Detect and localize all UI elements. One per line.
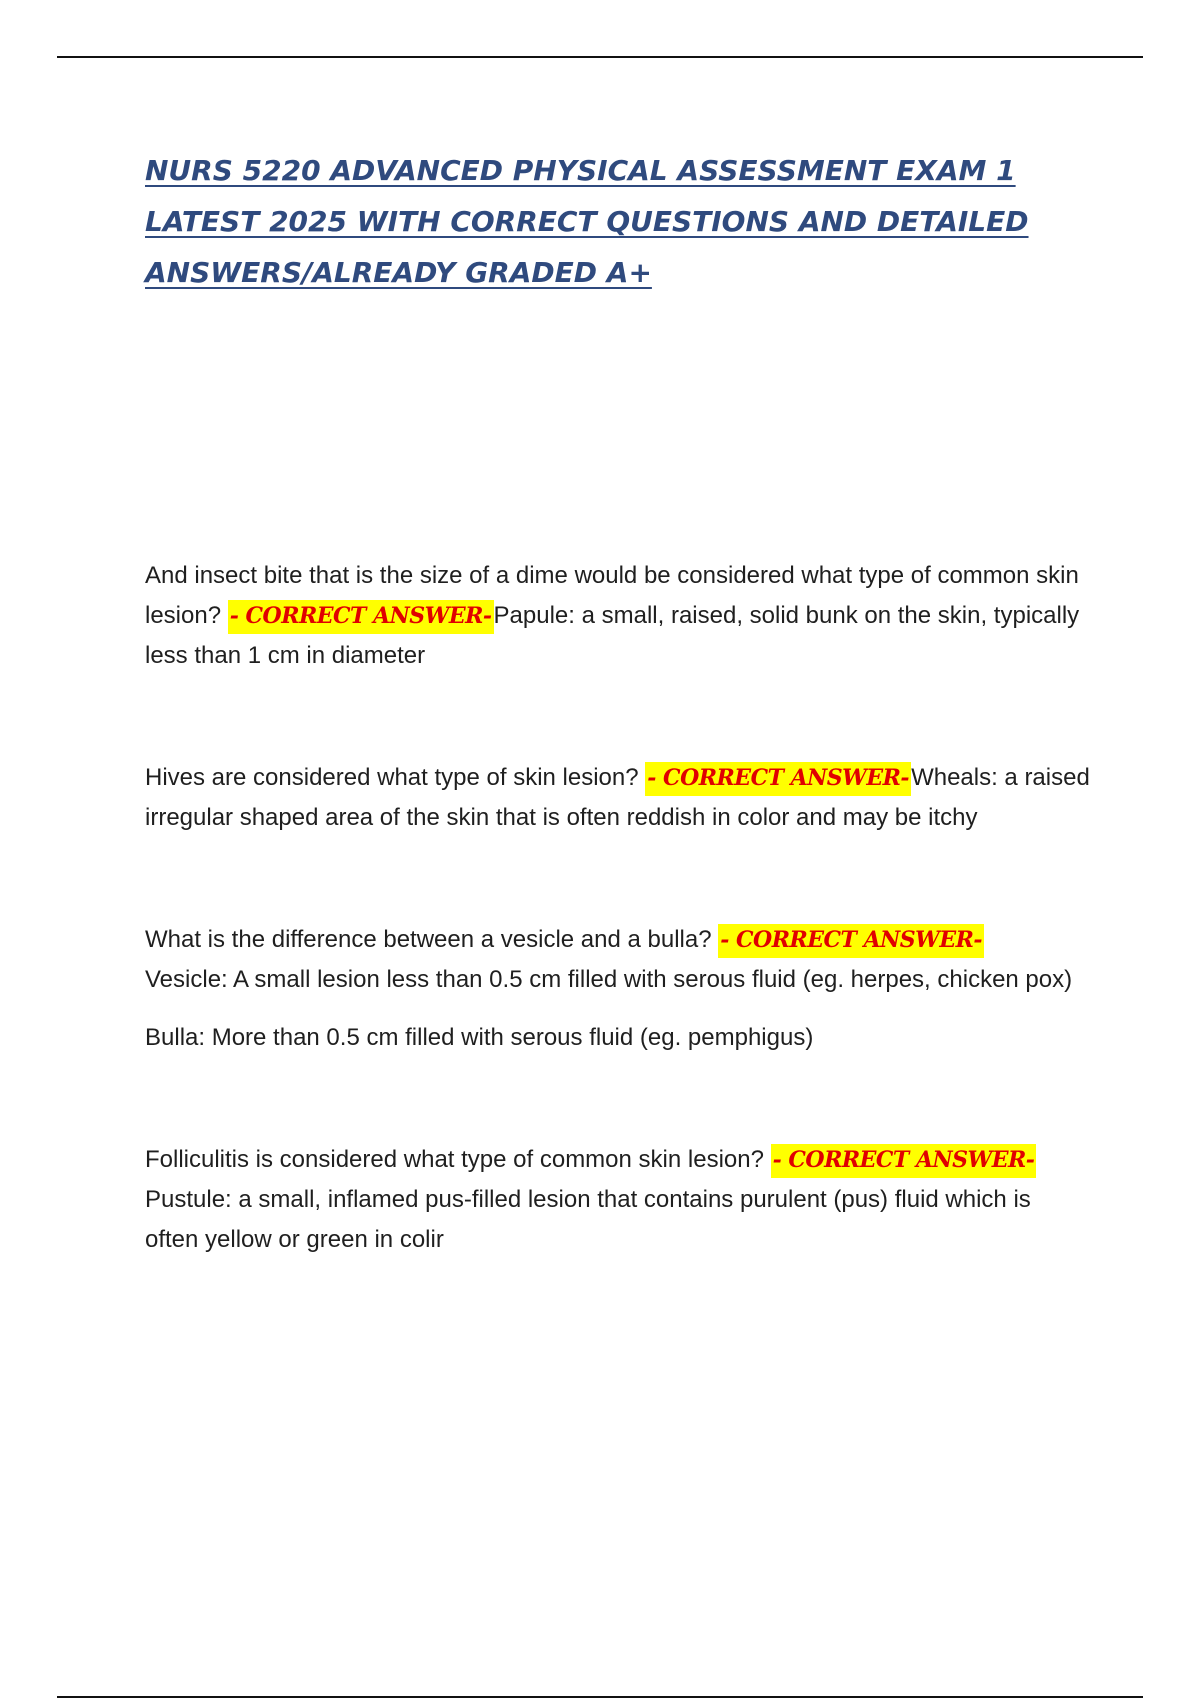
qa-item-4 xyxy=(145,1140,1090,1260)
question-text: Folliculitis is considered what type of common skin lesion? xyxy=(145,1146,764,1173)
qa-item-3-extra: Bulla: More than 0.5 cm filled with serous fluid (eg. pemphigus) xyxy=(145,1024,814,1051)
qa-list xyxy=(145,556,1090,1260)
qa-item-2 xyxy=(145,758,1090,838)
correct-answer-marker: - CORRECT ANSWER- xyxy=(718,924,984,958)
document-title xyxy=(145,145,1105,298)
title-line-1: NURS 5220 ADVANCED PHYSICAL ASSESSMENT EXAM 1 xyxy=(145,154,1016,187)
question-text: And insect bite that is the size of a dime would be considered what type of common skin lesion? xyxy=(145,562,1079,629)
question-text: Hives are considered what type of skin lesion? xyxy=(145,764,639,791)
bottom-rule xyxy=(57,1696,1143,1698)
qa-item-3 xyxy=(145,920,1090,1000)
qa-item-1 xyxy=(145,556,1090,676)
answer-text: Pustule: a small, inflamed pus-filled lesion that contains purulent (pus) fluid which is often yellow or green in colir xyxy=(145,1186,1031,1253)
correct-answer-marker: - CORRECT ANSWER- xyxy=(771,1144,1037,1178)
question-text: What is the difference between a vesicle and a bulla? xyxy=(145,926,712,953)
answer-text: Papule: a small, raised, solid bunk on the skin, typically less than 1 cm in diameter xyxy=(145,602,1080,669)
title-line-2: LATEST 2025 WITH CORRECT QUESTIONS AND DETAILED xyxy=(145,205,1029,238)
answer-text: Vesicle: A small lesion less than 0.5 cm filled with serous fluid (eg. herpes, chicken pox) xyxy=(145,966,1073,993)
title-line-3: ANSWERS/ALREADY GRADED A+ xyxy=(145,256,652,289)
correct-answer-marker: - CORRECT ANSWER- xyxy=(228,600,494,634)
correct-answer-marker: - CORRECT ANSWER- xyxy=(645,762,911,796)
top-rule xyxy=(57,56,1143,58)
answer-text: Wheals: a raised irregular shaped area of the skin that is often reddish in color and may be itchy xyxy=(145,764,1090,831)
